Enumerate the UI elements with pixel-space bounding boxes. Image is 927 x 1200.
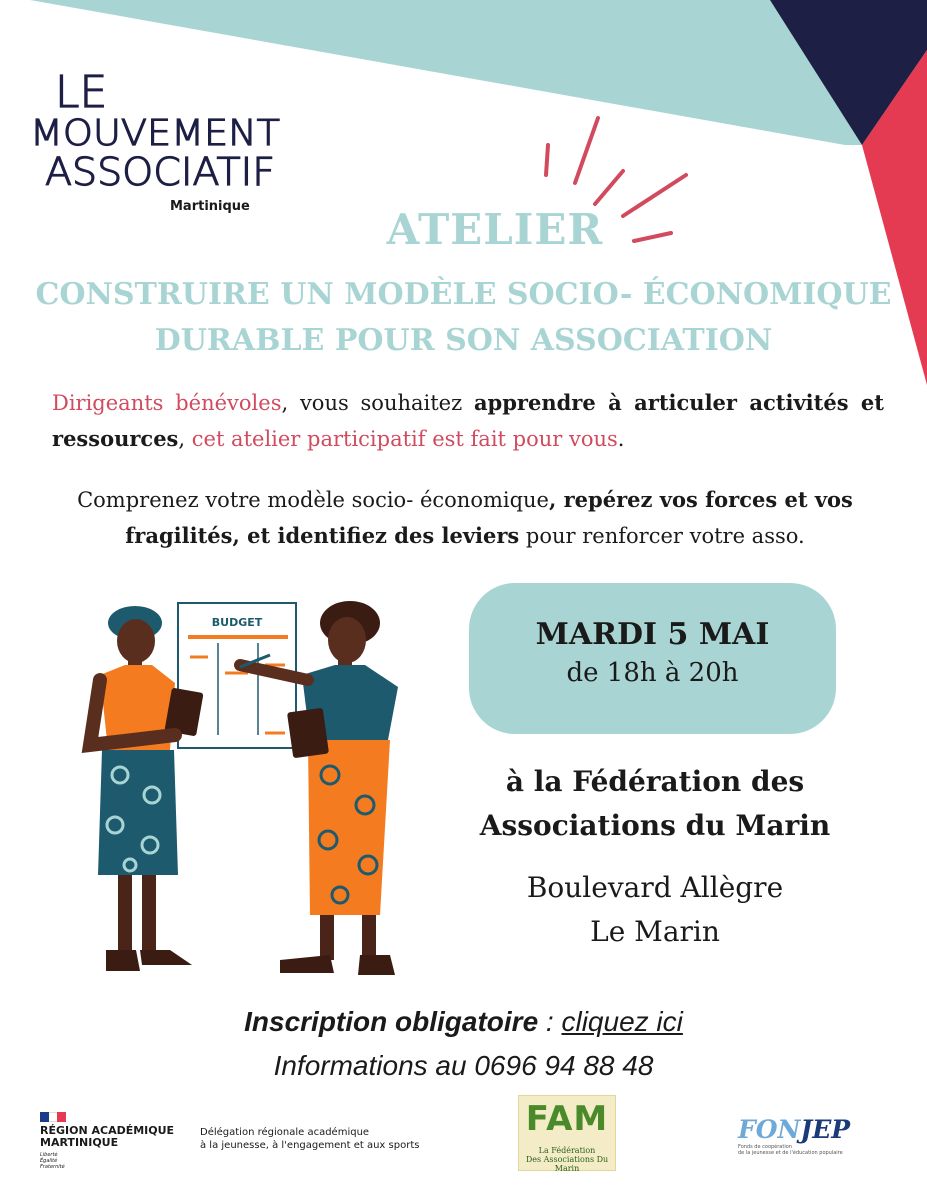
fam-logo [518,1095,616,1171]
logo-line3: ASSOCIATIF [45,150,275,194]
intro-highlight: cet atelier participatif est fait pour vous [191,427,618,451]
delegation-line1: Délégation régionale académique [200,1127,370,1138]
intro-paragraph [52,385,884,457]
fam-acronym: FAM [525,1099,609,1139]
registration-section [0,1000,927,1088]
fonjep-tagline [738,1144,848,1156]
event-date-box [469,583,836,734]
title-kicker: ATELIER [386,205,604,254]
body-text-2: pour renforcer votre asso. [519,524,805,548]
venue-line2: Associations du Marin [479,809,831,842]
fonjep-line2: de la jeunesse et de l'éducation populaire [738,1150,843,1156]
logo-line1: LE [55,67,108,118]
registration-label: Inscription obligatoire [244,1006,539,1037]
main-title-line2: DURABLE POUR SON ASSOCIATION [154,323,773,358]
intro-text-3: . [617,427,625,451]
mouvement-associatif-logo [30,55,290,220]
region-name-line1: RÉGION ACADÉMIQUE [40,1124,175,1137]
address-line2: Le Marin [590,915,720,948]
intro-text-2: , [178,427,192,451]
event-venue [440,760,870,848]
motto-1: Liberté [40,1152,58,1158]
body-emphasis: , repérez vos forces et vos fragilités, et identifiez des leviers [125,487,853,548]
logo-region: Martinique [170,199,250,214]
french-flag-icon [40,1112,66,1122]
event-time: de 18h à 20h [566,658,739,688]
fam-name-line2: Des Associations Du Marin [525,1155,609,1173]
motto [40,1152,174,1170]
fonjep-part2: JEP [800,1115,851,1144]
address-line1: Boulevard Allègre [526,871,784,904]
body-paragraph [40,482,890,554]
intro-audience: Dirigeants bénévoles [52,391,282,415]
intro-text-1: , vous souhaitez [281,391,474,415]
woman-right [240,601,398,975]
fam-name [519,1146,615,1173]
motto-3: Fraternité [40,1164,65,1170]
registration-info: Informations au 0696 94 88 48 [273,1050,654,1081]
logo-line2: MOUVEMENT [30,113,280,154]
registration-separator: : [538,1006,562,1037]
motto-2: Égalité [40,1158,58,1164]
body-text-1: Comprenez votre modèle socio- économique [77,488,549,512]
main-title-line1: CONSTRUIRE UN MODÈLE SOCIO- ÉCONOMIQUE [35,277,892,312]
intro-emphasis: apprendre à articuler activités et ressources [52,390,884,451]
region-academique-logo [40,1112,174,1170]
event-address [440,866,870,954]
venue-line1: à la Fédération des [505,765,805,798]
event-date: MARDI 5 MAI [535,617,770,652]
delegation-text [200,1126,419,1152]
registration-line [0,1000,927,1044]
fonjep-line1: Fonds de coopération [738,1144,792,1150]
registration-link[interactable]: cliquez ici [561,1006,683,1037]
region-name-line2: MARTINIQUE [40,1136,119,1149]
board-title: BUDGET [211,616,263,629]
fonjep-part1: FON [738,1115,801,1144]
fonjep-logo [738,1115,850,1156]
main-title [0,272,927,364]
fam-name-line1: La Fédération [538,1146,596,1155]
two-women-budget-illustration [80,595,420,980]
delegation-line2: à la jeunesse, à l'engagement et aux sports [200,1140,420,1151]
fonjep-wordmark [738,1115,850,1144]
